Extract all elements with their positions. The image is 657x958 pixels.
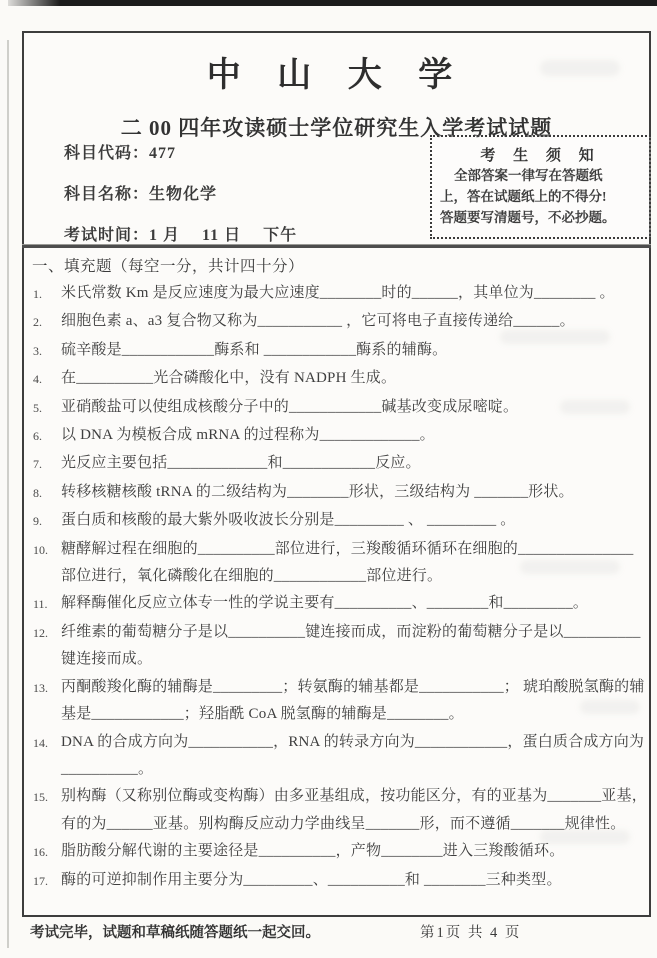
question-text: 硫辛酸是____________酶系和 ____________酶系的辅酶。	[61, 341, 448, 358]
question-text: 酶的可逆抑制作用主要分为_________、__________和 ________三种类型。	[61, 871, 562, 888]
candidate-notice-box	[430, 135, 651, 239]
question-6	[33, 422, 648, 450]
question-number: 2.	[33, 315, 42, 330]
scan-top-edge	[8, 0, 657, 6]
question-text: 米氏常数 Km 是反应速度为最大应速度________时的______，其单位为________ 。	[61, 285, 615, 301]
subject-code-label: 科目代码：	[64, 145, 150, 162]
question-number: 1.	[33, 287, 42, 301]
university-title: 中 山 大 学	[206, 57, 467, 94]
question-number: 17.	[33, 873, 48, 888]
question-text: 脂肪酸分解代谢的主要途径是__________，产物________进入三羧酸循环。	[61, 843, 565, 860]
question-17	[33, 867, 648, 895]
question-text: 纤维素的葡萄糖分子是以__________键连接而成，而淀粉的葡萄糖分子是以__________键连接而成。	[61, 623, 641, 668]
question-number: 7.	[33, 457, 42, 472]
question-9	[33, 507, 648, 535]
exam-time-value: 1 月 11 日 下午	[149, 227, 298, 244]
exam-meta	[64, 133, 297, 256]
question-text: 在__________光合磷酸化中，没有 NADPH 生成。	[61, 370, 397, 387]
question-number: 3.	[33, 343, 42, 358]
question-12	[33, 619, 648, 674]
question-number: 9.	[33, 514, 42, 529]
question-number: 6.	[33, 429, 42, 444]
question-number: 12.	[33, 625, 48, 640]
scan-left-margin-line	[7, 40, 9, 948]
question-text: 蛋白质和核酸的最大紫外吸收波长分别是_________ 、 _________ 。	[61, 512, 516, 529]
question-text: 以 DNA 为模板合成 mRNA 的过程称为_____________。	[61, 427, 435, 444]
subject-name-value: 生物化学	[149, 186, 218, 203]
question-text: 转移核糖核酸 tRNA 的二级结构为________形状，三级结构为 _______形状。	[61, 483, 574, 500]
question-number: 5.	[33, 400, 42, 415]
subject-code-value: 477	[149, 145, 177, 162]
question-14	[33, 729, 648, 784]
question-text: 亚硝酸盐可以使组成核酸分子中的____________碱基改变成尿嘧啶。	[61, 398, 519, 415]
question-16	[33, 838, 648, 866]
exam-subtitle: 二 00 四年攻读硕士学位研究生入学考试试题	[120, 116, 553, 140]
subject-name-label: 科目名称：	[64, 186, 150, 203]
section-heading: 一、填充题（每空一分，共计四十分）	[32, 258, 305, 275]
subject-code-row	[64, 133, 297, 174]
question-text: 解释酶催化反应立体专一性的学说主要有__________、________和_________。	[61, 595, 589, 612]
subject-name-row	[64, 174, 297, 215]
question-number: 4.	[33, 372, 42, 387]
scan-top-edge-fade	[0, 0, 60, 6]
question-text: DNA 的合成方向为___________，RNA 的转录方向为____________，蛋白质合成方向为__________。	[61, 733, 645, 777]
question-10	[33, 536, 648, 591]
question-text: 丙酮酸羧化酶的辅酶是_________；转氨酶的辅基都是___________； 琥珀酸脱氢酶的辅基是____________；羟脂酰 CoA 脱氢酶的辅酶是________。	[61, 678, 645, 723]
question-number: 8.	[33, 485, 42, 500]
notice-line: 全部答案一律写在答题纸	[454, 168, 603, 183]
notice-line: 上，答在试题纸上的不得分!	[440, 189, 607, 204]
question-number: 13.	[33, 680, 48, 695]
exam-time-label: 考试时间：	[64, 227, 150, 244]
exam-paper-frame	[22, 31, 651, 917]
question-3	[33, 337, 648, 365]
question-number: 15.	[33, 790, 48, 805]
question-number: 10.	[33, 542, 48, 557]
notice-line: 答题要写清题号，不必抄题。	[440, 210, 616, 225]
question-8	[33, 479, 648, 507]
exam-time-row	[64, 215, 297, 256]
question-text: 光反应主要包括_____________和____________反应。	[61, 455, 421, 472]
question-number: 14.	[33, 735, 48, 750]
question-4	[33, 365, 648, 393]
question-1	[33, 280, 648, 308]
footer-instruction: 考试完毕，试题和草稿纸随答题纸一起交回。	[30, 925, 320, 941]
question-list	[33, 280, 648, 895]
question-7	[33, 450, 648, 478]
section-divider	[22, 244, 651, 248]
notice-title: 考 生 须 知	[480, 148, 601, 164]
question-number: 16.	[33, 845, 48, 860]
question-text: 细胞色素 a、a3 复合物又称为___________ ，它可将电子直接传递给______。	[61, 313, 575, 330]
question-text: 糖酵解过程在细胞的__________部位进行，三羧酸循环循环在细胞的_______________部位进行，氧化磷酸化在细胞的____________部位进行。	[61, 540, 634, 585]
question-text: 别构酶（又称别位酶或变构酶）由多亚基组成，按功能区分，有的亚基为_______亚基，有的为______亚基。别构酶反应动力学曲线呈_______形，而不遵循_______规律性。	[61, 788, 647, 832]
question-13	[33, 674, 648, 729]
question-5	[33, 394, 648, 422]
question-2	[33, 308, 648, 336]
question-15	[33, 783, 648, 838]
page-number: 第1页 共 4 页	[420, 925, 522, 941]
question-11	[33, 590, 648, 618]
question-number: 11.	[33, 597, 48, 612]
